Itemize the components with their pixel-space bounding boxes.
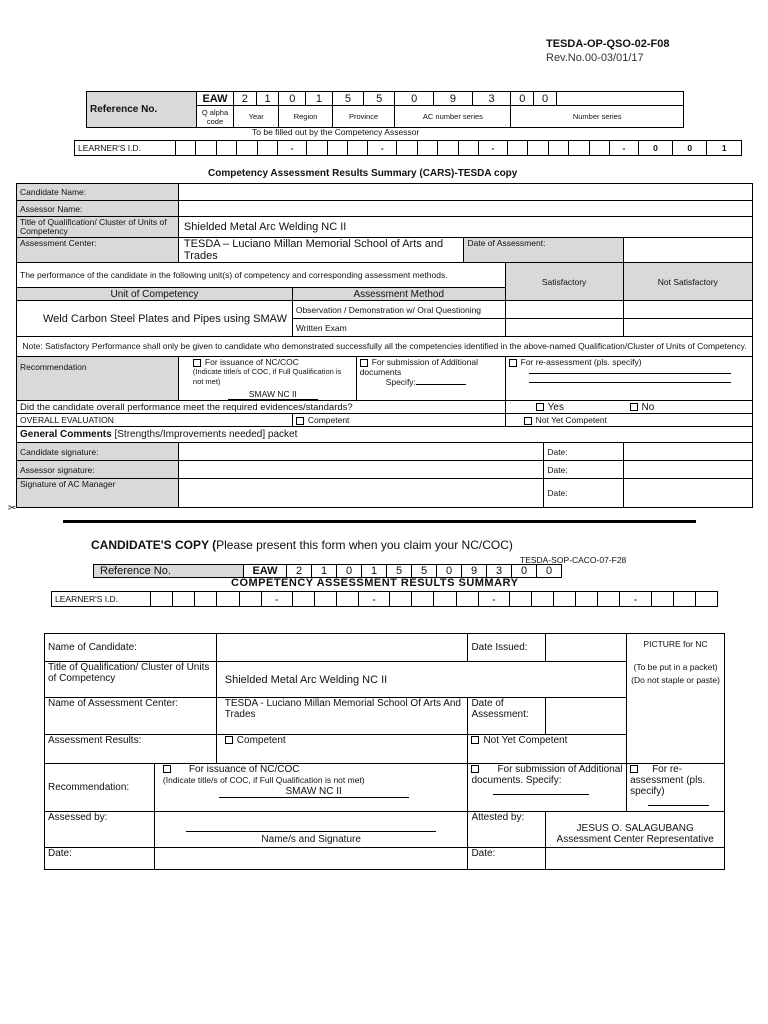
learner-id-label: LEARNER'S I.D. [75,141,176,156]
ref-digit: 0 [534,92,557,106]
candidate-signature-label: Candidate signature: [17,443,179,461]
ref-digit: 1 [306,92,333,106]
not-satisfactory-cell[interactable] [623,319,752,337]
ref-digit: 3 [487,565,512,578]
rec-submission-cell[interactable] [468,764,627,812]
checkbox-icon[interactable] [471,736,479,744]
date-label: Date: [468,848,546,870]
representative-name: JESUS O. SALAGUBANG [576,823,694,834]
rec-issuance-cell[interactable] [178,357,356,401]
date-of-assessment-label: Date of Assessment: [468,698,546,735]
rec-submission-label: For submission of Additional documents [359,357,478,377]
learner-id-cell[interactable] [598,592,620,607]
learner-id-cell[interactable] [195,592,217,607]
learner-id-cell[interactable] [176,141,196,156]
date-of-assessment-field[interactable] [546,698,627,735]
general-comments[interactable] [17,427,753,443]
checkbox-icon[interactable] [536,403,544,411]
ref-digit: 9 [462,565,487,578]
learner-id-cell[interactable] [412,592,434,607]
ref-digit: 2 [287,565,312,578]
learner-id-cell[interactable] [651,592,673,607]
ref-caption: Province [332,106,395,128]
learner-id-cell[interactable]: - [261,592,292,607]
rec-indicate-note: (Indicate title/s of COC, if Full Qualification is not met) [162,775,365,785]
learner-id-cell[interactable] [589,141,609,156]
representative-title: Assessment Center Representative [556,834,714,845]
reference-note: To be filled out by the Competency Assessor [252,127,420,137]
learner-id-cell[interactable] [151,592,173,607]
learner-id-cell[interactable] [456,592,478,607]
satisfactory-header: Satisfactory [505,263,623,301]
rec-issuance-label: For issuance of NC/COC [204,357,299,367]
rec-issuance-cell[interactable] [154,764,468,812]
learner-id-cell[interactable] [695,592,717,607]
ref-digit: 5 [364,92,395,106]
learner-id-cell[interactable] [314,592,336,607]
learner-id-cell[interactable] [237,141,257,156]
learner-id-cell[interactable] [336,592,358,607]
learner-id-cell[interactable] [548,141,568,156]
ref-digit: 5 [387,565,412,578]
satisfactory-note: Note: Satisfactory Performance shall only be given to candidate who demonstrated successfully all the competencies identified in the above-named Qualification/Cluster of Units of Competency. [17,337,753,357]
overall-evaluation-label: OVERALL EVALUATION [17,414,293,427]
learner-id-cell[interactable] [438,141,458,156]
candidate-copy-form-code: TESDA-SOP-CACO-07-F28 [520,555,627,565]
overall-question: Did the candidate overall performance meet the required evidences/standards? [17,401,506,414]
checkbox-icon[interactable] [630,403,638,411]
ref-digit: 0 [395,92,434,106]
learner-id-cell[interactable] [257,141,277,156]
method-written-exam: Written Exam [292,319,505,337]
date-of-assessment-label: Date of Assessment: [464,238,623,263]
candidate-copy-title: CANDIDATE'S COPY (Please present this form when you claim your NC/COC) [91,538,513,552]
learner-id-cell[interactable] [347,141,367,156]
checkbox-icon[interactable] [524,417,532,425]
satisfactory-cell[interactable] [505,319,623,337]
date-label: Date: [45,848,155,870]
learner-id-cell[interactable] [292,592,314,607]
yes-no-cell[interactable] [505,401,752,414]
qualification-value: Shielded Metal Arc Welding NC II [216,662,626,698]
rec-reassess-cell[interactable] [505,357,752,401]
ref-digit: 5 [332,92,363,106]
reference-label: Reference No. [87,92,197,128]
unit-of-competency-header: Unit of Competency [17,288,293,301]
qualification-label: Title of Qualification/ Cluster of Units of Competency [45,662,217,698]
performance-text: The performance of the candidate in the following unit(s) of competency and corresponding assessment methods. [17,263,506,288]
general-comments-note: [Strengths/Improvements needed] packet [114,429,298,440]
rec-specify-label: Specify: [385,377,416,387]
learner-id-cell[interactable] [673,592,695,607]
learner-id-cell[interactable] [507,141,527,156]
learner-id-cell[interactable] [569,141,589,156]
learner-id-cell[interactable]: - [478,592,509,607]
assessor-signature-label: Assessor signature: [17,461,179,479]
date-label: Date: [544,479,623,508]
learner-id-cell[interactable] [417,141,437,156]
learner-id-cell[interactable] [216,141,236,156]
rec-value: SMAW NC II [219,786,409,798]
ref-caption: Year [234,106,279,128]
ref-digit: 3 [472,92,511,106]
ref-digit: EAW [244,565,287,578]
ref-digit: 0 [279,92,306,106]
assessment-results-label: Assessment Results: [45,735,217,764]
competent-cell[interactable] [292,414,505,427]
candidate-signature-field[interactable] [178,443,543,461]
cars-title: Competency Assessment Results Summary (CARS)-TESDA copy [208,168,518,179]
competent-label: Competent [307,415,350,425]
not-yet-competent-label: Not Yet Competent [535,415,607,425]
reference-table [86,91,684,128]
date-field[interactable] [546,848,725,870]
learner-id-cell[interactable] [509,592,531,607]
manager-signature-label: Signature of AC Manager [17,479,179,508]
ref-caption: Q alpha code [197,106,234,128]
learner-id-cell[interactable] [217,592,239,607]
ref-digit: 2 [234,92,257,106]
assessment-center-value: TESDA - Luciano Millan Memorial School Of Arts And Trades [216,698,468,735]
picture-label: PICTURE for NC [643,639,708,649]
learner-id-cell[interactable]: - [620,592,651,607]
recommendation-label: Recommendation [17,357,179,401]
date-of-assessment-field[interactable] [623,238,752,263]
learner-id-cell[interactable] [397,141,417,156]
learner-id-cell[interactable]: 1 [707,141,742,156]
qualification-label: Title of Qualification/ Cluster of Units of Competency [17,217,179,238]
learner-id-cell[interactable]: - [479,141,508,156]
not-satisfactory-cell[interactable] [623,301,752,319]
candidate-learner-id-table [51,591,718,607]
assessor-signature-field[interactable] [178,461,543,479]
satisfactory-cell[interactable] [505,301,623,319]
learner-id-cell[interactable] [576,592,598,607]
revision-number: Rev.No.00-03/01/17 [546,52,644,64]
candidate-name-label: Candidate Name: [17,184,179,201]
checkbox-icon[interactable] [360,359,368,367]
checkbox-icon[interactable] [193,359,201,367]
checkbox-icon[interactable] [225,736,233,744]
name-signature-label: Name/s and Signature [261,834,361,845]
learner-id-cell[interactable]: 0 [673,141,707,156]
recommendation-label: Recommendation: [45,764,155,812]
learner-id-table [74,140,742,156]
candidate-name-field[interactable] [178,184,752,201]
date-label: Date: [544,443,623,461]
date-field[interactable] [623,479,752,508]
ref-caption: AC number series [395,106,511,128]
learner-id-cell[interactable] [390,592,412,607]
checkbox-icon[interactable] [471,765,479,773]
rec-indicate-note: (Indicate title/s of COC, if Full Qualification is not met) [192,367,342,386]
checkbox-icon[interactable] [163,765,171,773]
not-yet-competent-cell[interactable] [505,414,752,427]
learner-id-cell[interactable] [327,141,347,156]
cut-line [63,520,696,523]
rec-reassess-label: For re-assessment (pls. specify) [630,764,706,797]
assessment-method-header: Assessment Method [292,288,505,301]
ref-digit: 0 [337,565,362,578]
qualification-value: Shielded Metal Arc Welding NC II [178,217,752,238]
learner-id-cell[interactable] [196,141,216,156]
learner-id-cell[interactable]: - [278,141,307,156]
learner-id-cell[interactable] [528,141,548,156]
checkbox-icon[interactable] [296,417,304,425]
center-label: Assessment Center: [17,238,179,263]
candidate-learner-id-label: LEARNER'S I.D. [52,592,151,607]
unit-of-competency-value: Weld Carbon Steel Plates and Pipes using SMAW [17,301,293,337]
ref-digit: 9 [434,92,473,106]
competent-cell[interactable] [216,735,468,764]
checkbox-icon[interactable] [630,765,638,773]
representative-block [546,812,725,848]
no-label: No [641,401,655,413]
candidate-copy-table [44,633,725,870]
not-yet-competent-cell[interactable] [468,735,627,764]
rec-reassess-cell[interactable] [627,764,725,812]
ref-digit: 0 [511,92,534,106]
candidate-reference-table [93,564,562,578]
center-value: TESDA – Luciano Millan Memorial School of Arts and Trades [178,238,464,263]
learner-id-cell[interactable]: - [610,141,639,156]
learner-id-cell[interactable] [173,592,195,607]
learner-id-cell[interactable] [458,141,478,156]
date-field[interactable] [623,443,752,461]
not-satisfactory-header: Not Satisfactory [623,263,752,301]
assessed-by-label: Assessed by: [45,812,155,848]
attested-by-label: Attested by: [468,812,546,848]
rec-reassess-label: For re-assessment (pls. specify) [520,357,642,367]
ref-caption: Number series [511,106,684,128]
learner-id-cell[interactable] [307,141,327,156]
manager-signature-field[interactable] [178,479,543,508]
ref-digit: 5 [412,565,437,578]
yes-label: Yes [547,401,564,413]
assessor-name-field[interactable] [178,201,752,217]
learner-id-cell[interactable]: - [368,141,397,156]
method-observation: Observation / Demonstration w/ Oral Questioning [292,301,505,319]
rec-issuance-label: For issuance of NC/COC [188,764,300,775]
ref-digit: 1 [312,565,337,578]
not-yet-competent-label: Not Yet Competent [483,735,568,746]
date-issued-label: Date Issued: [468,634,546,662]
ref-digit: 1 [362,565,387,578]
ref-digit: 0 [437,565,462,578]
ref-digit: 1 [256,92,279,106]
rec-submission-cell[interactable] [356,357,505,401]
form-code: TESDA-OP-QSO-02-F08 [546,38,670,50]
name-of-candidate-label: Name of Candidate: [45,634,217,662]
ref-digit: 0 [512,565,537,578]
learner-id-cell[interactable] [239,592,261,607]
ref-caption: Region [279,106,332,128]
learner-id-cell[interactable] [554,592,576,607]
checkbox-icon[interactable] [509,359,517,367]
candidate-reference-label: Reference No. [94,565,244,578]
learner-id-cell[interactable]: - [359,592,390,607]
general-comments-label: General Comments [20,429,112,440]
rec-submission-label: For submission of Additional documents. Specify: [471,764,623,786]
learner-id-cell[interactable] [434,592,456,607]
date-field[interactable] [154,848,468,870]
date-field[interactable] [623,461,752,479]
assessment-center-label: Name of Assessment Center: [45,698,217,735]
rec-value: SMAW NC II [228,389,318,400]
cars-table [16,183,753,508]
scissors-icon: ✂ [8,503,17,514]
picture-note: (To be put in a packet) (Do not staple or paste) [631,662,720,685]
ref-digit: EAW [197,92,234,106]
assessor-name-label: Assessor Name: [17,201,179,217]
picture-box [627,634,725,764]
learner-id-cell[interactable] [531,592,553,607]
ref-digit: 0 [537,565,562,578]
competent-label: Competent [236,735,286,746]
date-issued-field[interactable] [546,634,627,662]
date-label: Date: [544,461,623,479]
learner-id-cell[interactable]: 0 [638,141,672,156]
assessor-name-signature[interactable] [154,812,468,848]
summary-title: COMPETENCY ASSESSMENT RESULTS SUMMARY [231,577,519,589]
name-of-candidate-field[interactable] [216,634,468,662]
